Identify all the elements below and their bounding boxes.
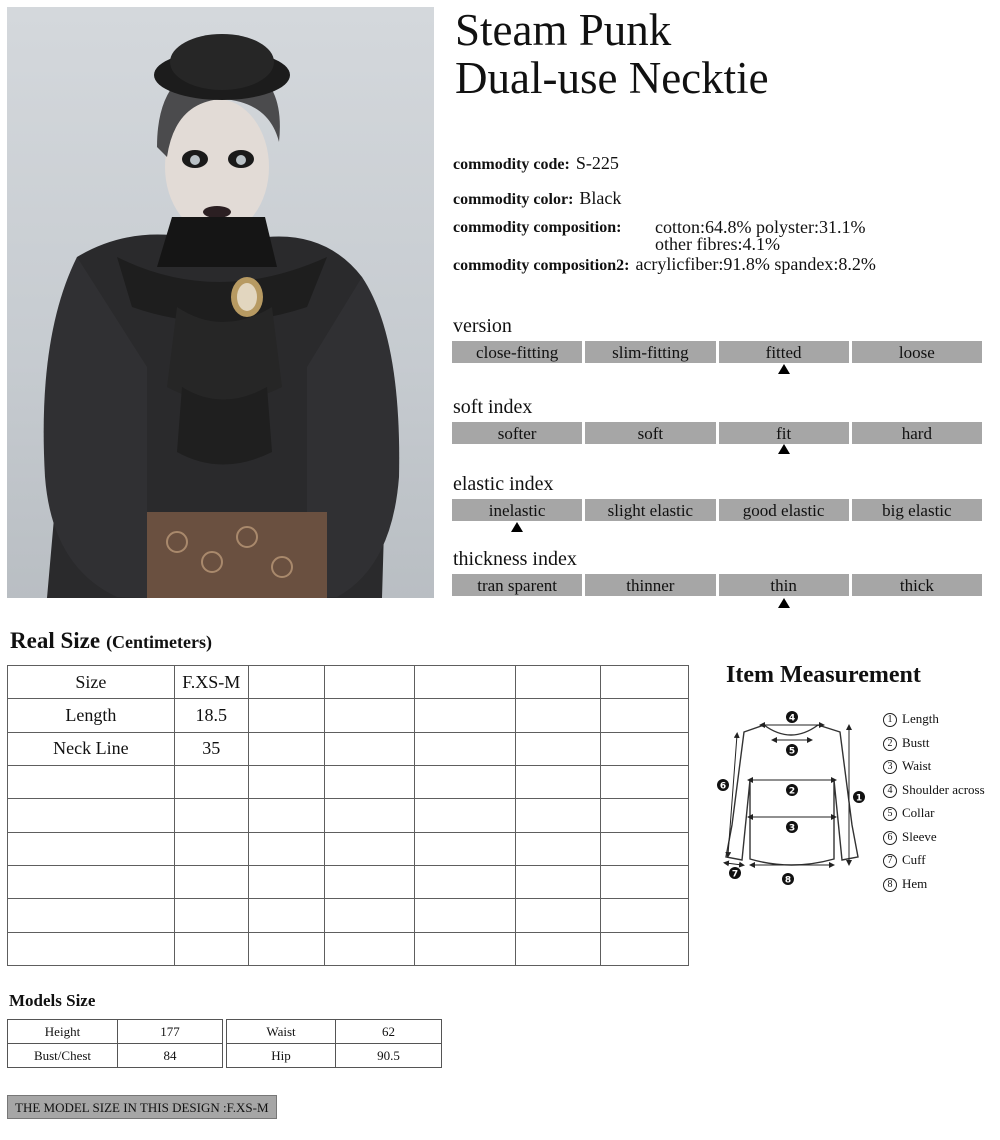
legend-item (883, 872, 985, 896)
legend-number-icon: 3 (883, 760, 897, 774)
models-size-value: 90.5 (336, 1044, 442, 1068)
size-table-header-cell (324, 666, 415, 699)
model-wearing-necktie-image (7, 7, 434, 598)
svg-text:3: 3 (788, 823, 796, 834)
elastic-index-option: slight elastic (585, 499, 715, 521)
legend-label: Length (902, 711, 939, 726)
commodity-composition-value-1: cotton:64.8% polyster:31.1% (655, 217, 866, 237)
models-size-title: Models Size (9, 991, 96, 1010)
svg-text:8: 8 (784, 875, 792, 886)
size-table-cell (516, 699, 601, 732)
table-row (8, 799, 689, 832)
legend-item (883, 778, 985, 802)
real-size-title (10, 628, 212, 654)
version-option: close-fitting (452, 341, 582, 363)
version-label: version (453, 315, 512, 337)
size-table-cell: Length (8, 699, 175, 732)
thickness-index-option: thinner (585, 574, 715, 596)
size-table-cell (516, 865, 601, 898)
legend-item (883, 754, 985, 778)
size-table-cell (324, 765, 415, 798)
thickness-index-selected-marker (778, 598, 790, 608)
table-row (8, 1020, 223, 1044)
elastic-index-option: good elastic (719, 499, 849, 521)
size-table-cell (324, 799, 415, 832)
models-size-table-right (226, 1019, 442, 1068)
size-table-cell (324, 865, 415, 898)
version-selected-marker (778, 364, 790, 374)
size-table-cell (8, 765, 175, 798)
size-table-cell (415, 765, 516, 798)
size-table-header-cell (601, 666, 689, 699)
size-table-cell (248, 799, 324, 832)
table-row (8, 865, 689, 898)
legend-item (883, 801, 985, 825)
table-row (8, 666, 689, 699)
legend-label: Shoulder across (902, 781, 985, 797)
size-table-cell (174, 932, 248, 965)
table-row (8, 765, 689, 798)
commodity-composition-label: commodity composition: (453, 219, 622, 236)
svg-text:5: 5 (788, 746, 796, 757)
table-row (8, 832, 689, 865)
soft-index-option: soft (585, 422, 715, 444)
size-table-cell (174, 865, 248, 898)
model-size-note: THE MODEL SIZE IN THIS DESIGN :F.XS-M (7, 1095, 277, 1119)
size-table-cell (8, 899, 175, 932)
soft-index-option: hard (852, 422, 982, 444)
version-scale (452, 341, 982, 363)
size-table-cell (8, 865, 175, 898)
svg-text:7: 7 (731, 869, 739, 880)
legend-number-icon: 2 (883, 737, 897, 751)
soft-index-option: softer (452, 422, 582, 444)
elastic-index-label: elastic index (453, 473, 554, 495)
size-table-cell (174, 899, 248, 932)
thickness-index-scale (452, 574, 982, 596)
elastic-index-selected-marker (511, 522, 523, 532)
thickness-index-label: thickness index (453, 548, 577, 570)
thickness-index-option: thick (852, 574, 982, 596)
size-table-cell (516, 832, 601, 865)
table-row (8, 932, 689, 965)
size-table-cell (601, 865, 689, 898)
product-title-line2: Dual-use Necktie (455, 53, 769, 103)
commodity-composition-row (453, 217, 621, 237)
thickness-index-option: tran sparent (452, 574, 582, 596)
commodity-code-label: commodity code: (453, 156, 570, 173)
size-table-cell (415, 832, 516, 865)
size-table-cell (415, 899, 516, 932)
garment-measurement-diagram (712, 705, 877, 895)
legend-number-icon: 4 (883, 784, 897, 798)
size-table-cell (601, 765, 689, 798)
size-table-cell (516, 799, 601, 832)
svg-text:2: 2 (788, 786, 796, 797)
size-table-header-cell (516, 666, 601, 699)
soft-index-label: soft index (453, 396, 533, 418)
size-table-cell (601, 899, 689, 932)
table-row (8, 1044, 223, 1068)
table-row (8, 899, 689, 932)
size-table-cell (248, 732, 324, 765)
thickness-index-option: thin (719, 574, 849, 596)
models-size-label: Hip (227, 1044, 336, 1068)
size-table-cell (516, 765, 601, 798)
legend-label: Collar (902, 805, 935, 820)
models-size-value: 62 (336, 1020, 442, 1044)
size-table-header-cell: Size (8, 666, 175, 699)
svg-text:6: 6 (719, 781, 727, 792)
size-table-cell (601, 732, 689, 765)
size-table-header-cell (415, 666, 516, 699)
commodity-color-row (453, 188, 621, 209)
version-option: slim-fitting (585, 341, 715, 363)
real-size-heading: Real Size (10, 628, 101, 653)
real-size-table (7, 665, 689, 966)
commodity-composition2-label: commodity composition2: (453, 257, 630, 274)
size-table-cell (324, 899, 415, 932)
legend-number-icon: 7 (883, 854, 897, 868)
elastic-index-scale (452, 499, 982, 521)
size-table-cell (601, 699, 689, 732)
size-table-cell (601, 932, 689, 965)
table-row (8, 699, 689, 732)
size-table-cell (174, 799, 248, 832)
commodity-color-label: commodity color: (453, 191, 574, 208)
legend-number-icon: 1 (883, 713, 897, 727)
table-row (8, 732, 689, 765)
size-table-cell (415, 932, 516, 965)
models-size-table-left (7, 1019, 223, 1068)
version-option: loose (852, 341, 982, 363)
commodity-composition2-value: acrylicfiber:91.8% spandex:8.2% (635, 254, 876, 274)
legend-label: Hem (902, 875, 928, 891)
size-table-cell (601, 799, 689, 832)
product-title-line1: Steam Punk (455, 5, 672, 55)
models-size-label: Waist (227, 1020, 336, 1044)
size-table-cell (415, 865, 516, 898)
size-table-cell (8, 932, 175, 965)
elastic-index-option: big elastic (852, 499, 982, 521)
table-row (227, 1044, 442, 1068)
size-table-cell (248, 932, 324, 965)
size-table-cell (174, 765, 248, 798)
legend-label: Cuff (902, 852, 926, 867)
size-table-cell (248, 832, 324, 865)
product-photo (7, 7, 434, 598)
elastic-index-option: inelastic (452, 499, 582, 521)
legend-label: Bustt (902, 734, 930, 750)
legend-item (883, 825, 985, 849)
size-table-cell (324, 832, 415, 865)
size-table-cell (8, 799, 175, 832)
soft-index-selected-marker (778, 444, 790, 454)
soft-index-option: fit (719, 422, 849, 444)
legend-label: Waist (902, 758, 932, 773)
size-table-header-cell: F.XS-M (174, 666, 248, 699)
legend-item (883, 731, 985, 755)
size-table-cell (174, 832, 248, 865)
size-table-cell (516, 932, 601, 965)
legend-item (883, 707, 985, 731)
product-title (455, 6, 995, 102)
legend-number-icon: 8 (883, 878, 897, 892)
models-size-label: Height (8, 1020, 118, 1044)
svg-text:4: 4 (788, 713, 796, 724)
soft-index-scale (452, 422, 982, 444)
version-option: fitted (719, 341, 849, 363)
size-table-cell (324, 732, 415, 765)
size-table-cell (324, 699, 415, 732)
size-table-cell (415, 732, 516, 765)
models-size-value: 84 (118, 1044, 223, 1068)
commodity-composition2-row (453, 254, 876, 275)
legend-item (883, 848, 985, 872)
commodity-code-value: S-225 (575, 153, 619, 173)
table-row (227, 1020, 442, 1044)
real-size-unit: (Centimeters) (106, 632, 213, 652)
size-table-cell: 18.5 (174, 699, 248, 732)
size-table-cell (415, 799, 516, 832)
models-size-value: 177 (118, 1020, 223, 1044)
size-table-cell: 35 (174, 732, 248, 765)
measurement-legend (883, 707, 985, 895)
models-size-label: Bust/Chest (8, 1044, 118, 1068)
legend-label: Sleeve (902, 828, 937, 844)
item-measurement-title: Item Measurement (726, 662, 921, 688)
size-table-header-cell (248, 666, 324, 699)
size-table-cell: Neck Line (8, 732, 175, 765)
size-table-cell (248, 865, 324, 898)
svg-text:1: 1 (855, 793, 863, 804)
size-table-cell (415, 699, 516, 732)
size-table-cell (516, 732, 601, 765)
commodity-composition-value-2: other fibres:4.1% (655, 234, 780, 254)
legend-number-icon: 6 (883, 831, 897, 845)
commodity-color-value: Black (579, 188, 622, 208)
size-table-cell (248, 699, 324, 732)
size-table-cell (248, 765, 324, 798)
commodity-code-row (453, 153, 619, 174)
size-table-cell (248, 899, 324, 932)
size-table-cell (516, 899, 601, 932)
size-table-cell (601, 832, 689, 865)
legend-number-icon: 5 (883, 807, 897, 821)
size-table-cell (324, 932, 415, 965)
size-table-cell (8, 832, 175, 865)
